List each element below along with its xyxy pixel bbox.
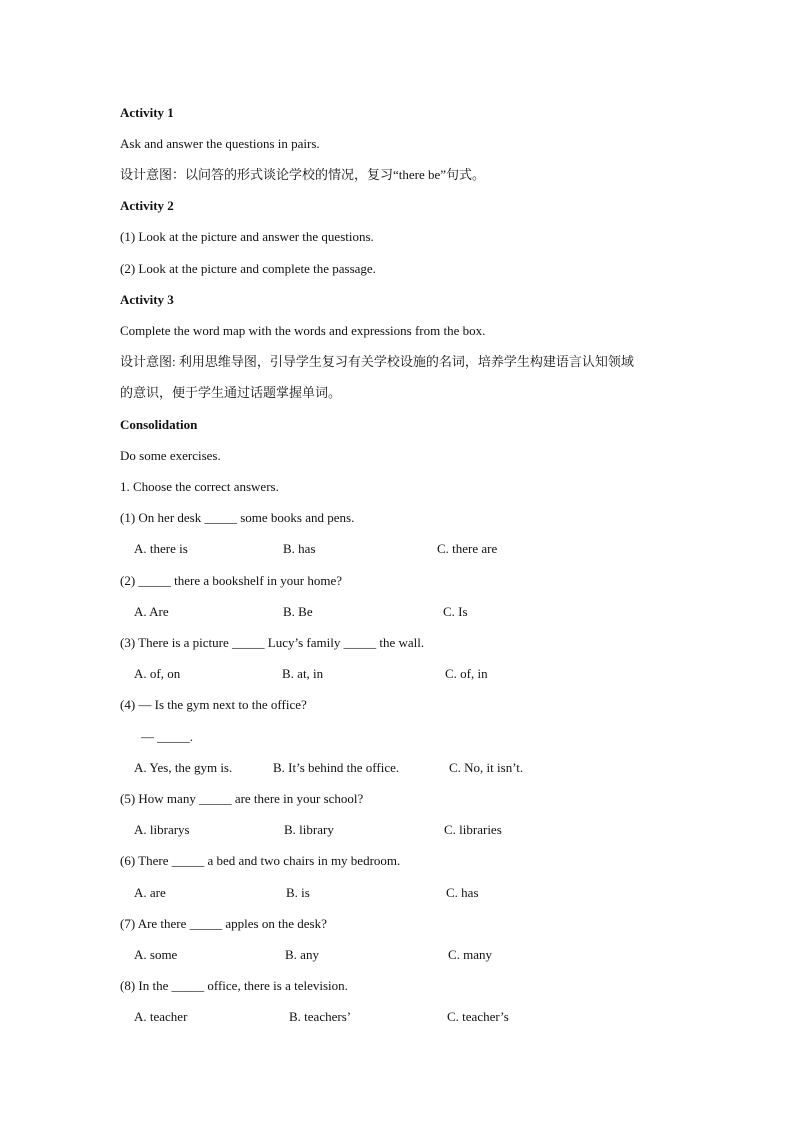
question-3-option-c: C. of, in	[445, 666, 488, 681]
question-2-option-c: C. Is	[443, 604, 468, 619]
question-2-stem: (2) _____ there a bookshelf in your home?	[120, 573, 343, 588]
activity2-item1: (1) Look at the picture and answer the questions.	[120, 229, 374, 244]
question-4-reply: — _____.	[141, 729, 193, 744]
question-7-stem: (7) Are there _____ apples on the desk?	[120, 916, 327, 931]
activity2-item2: (2) Look at the picture and complete the passage.	[120, 261, 376, 276]
activity3-instruction: Complete the word map with the words and expressions from the box.	[120, 323, 486, 338]
consolidation-instruction: Do some exercises.	[120, 448, 221, 463]
question-3-stem: (3) There is a picture _____ Lucy’s family _____ the wall.	[120, 635, 425, 650]
question-8-option-b: B. teachers’	[289, 1009, 352, 1024]
question-3-option-a: A. of, on	[134, 666, 181, 681]
question-5-option-b: B. library	[284, 822, 334, 837]
question-1-option-c: C. there are	[437, 541, 498, 556]
question-8-option-c: C. teacher’s	[447, 1009, 509, 1024]
question-2-option-a: A. Are	[134, 604, 169, 619]
question-5-option-a: A. librarys	[134, 822, 190, 837]
question-8-option-a: A. teacher	[134, 1009, 188, 1024]
activity3-design-note-line1: 设计意图: 利用思维导图，引导学生复习有关学校设施的名词，培养学生构建语言认知领域	[120, 354, 634, 369]
activity1-instruction: Ask and answer the questions in pairs.	[120, 136, 320, 151]
question-6-option-b: B. is	[286, 885, 310, 900]
question-5-option-c: C. libraries	[444, 822, 502, 837]
activity1-heading: Activity 1	[120, 105, 174, 120]
question-1-stem: (1) On her desk _____ some books and pens.	[120, 510, 355, 525]
question-3-option-b: B. at, in	[282, 666, 324, 681]
activity3-heading: Activity 3	[120, 292, 174, 307]
activity3-design-note-line2: 的意识，便于学生通过话题掌握单词。	[120, 385, 342, 400]
question-4-option-a: A. Yes, the gym is.	[134, 760, 233, 775]
question-4-option-c: C. No, it isn’t.	[449, 760, 524, 775]
question-1-option-a: A. there is	[134, 541, 188, 556]
question-6-option-c: C. has	[446, 885, 479, 900]
question-8-stem: (8) In the _____ office, there is a television.	[120, 978, 348, 993]
question-4-option-b: B. It’s behind the office.	[273, 760, 400, 775]
question-5-stem: (5) How many _____ are there in your school?	[120, 791, 364, 806]
question-6-option-a: A. are	[134, 885, 166, 900]
activity2-heading: Activity 2	[120, 198, 174, 213]
question-7-option-c: C. many	[448, 947, 493, 962]
consolidation-task: 1. Choose the correct answers.	[120, 479, 279, 494]
question-6-stem: (6) There _____ a bed and two chairs in my bedroom.	[120, 853, 401, 868]
activity1-design-note: 设计意图：以问答的形式谈论学校的情况，复习“there be”句式。	[120, 167, 486, 182]
question-7-option-a: A. some	[134, 947, 178, 962]
question-1-option-b: B. has	[283, 541, 316, 556]
question-2-option-b: B. Be	[283, 604, 313, 619]
question-4-stem: (4) — Is the gym next to the office?	[120, 697, 307, 712]
consolidation-heading: Consolidation	[120, 417, 198, 432]
question-7-option-b: B. any	[285, 947, 319, 962]
